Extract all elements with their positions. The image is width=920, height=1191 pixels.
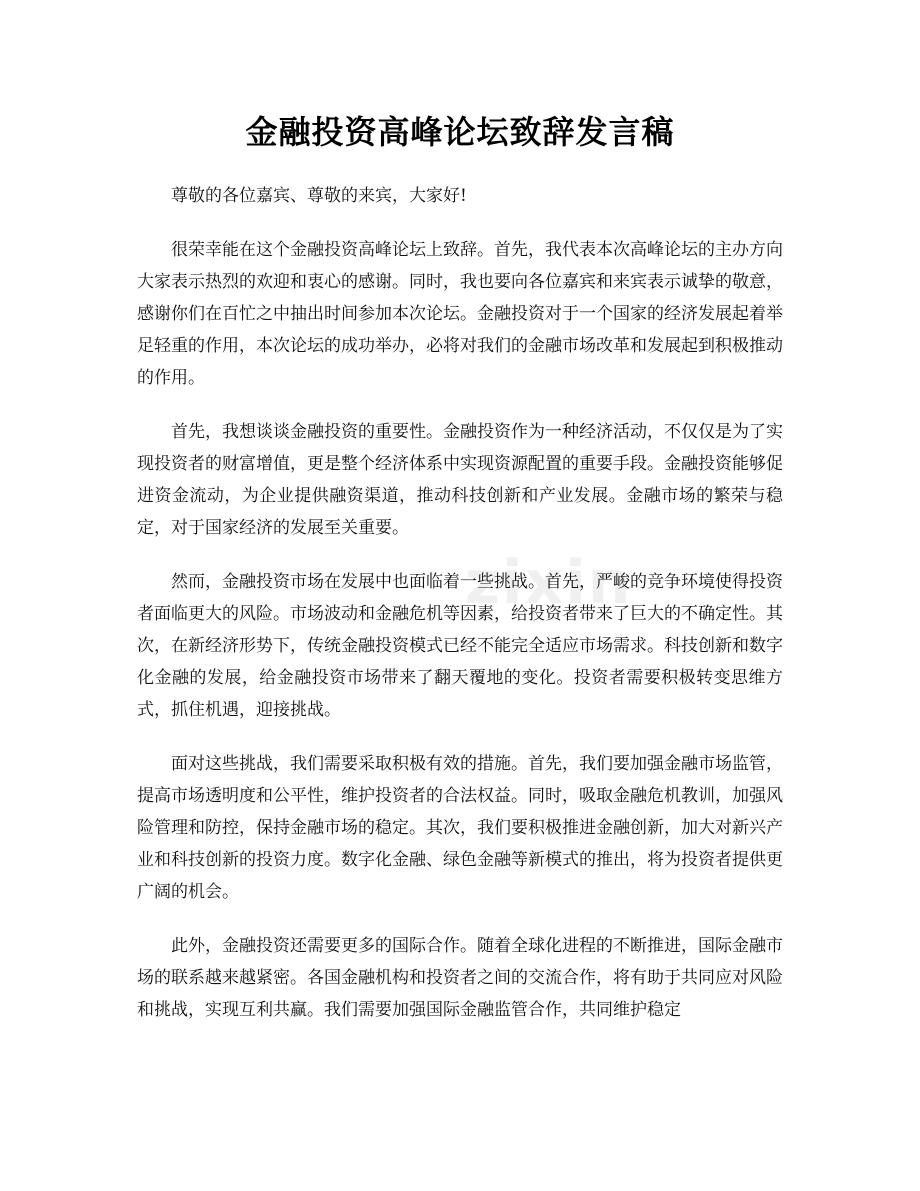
document-body (137, 180, 783, 1048)
body-paragraph: 然而，金融投资市场在发展中也面临着一些挑战。首先，严峻的竞争环境使得投资者面临更大的风险。市场波动和金融危机等因素，给投资者带来了巨大的不确定性。其次，在新经济形势下，传统金融投资模式已经不能完全适应市场需求。科技创新和数字化金融的发展，给金融投资市场带来了翻天覆地的变化。投资者需要积极转变思维方式，抓住机遇，迎接挑战。 (137, 572, 783, 720)
body-paragraph: 此外，金融投资还需要更多的国际合作。随着全球化进程的不断推进，国际金融市场的联系越来越紧密。各国金融机构和投资者之间的交流合作，将有助于共同应对风险和挑战，实现互利共赢。我们需要加强国际金融监管合作，共同维护稳定 (137, 936, 783, 1020)
body-paragraph: 首先，我想谈谈金融投资的重要性。金融投资作为一种经济活动，不仅仅是为了实现投资者的财富增值，更是整个经济体系中实现资源配置的重要手段。金融投资能够促进资金流动，为企业提供融资渠道，推动科技创新和产业发展。金融市场的繁荣与稳定，对于国家经济的发展至关重要。 (137, 422, 783, 538)
body-paragraph: 面对这些挑战，我们需要采取积极有效的措施。首先，我们要加强金融市场监管，提高市场透明度和公平性，维护投资者的合法权益。同时，吸取金融危机教训，加强风险管理和防控，保持金融市场的稳定。其次，我们要积极推进金融创新，加大对新兴产业和科技创新的投资力度。数字化金融、绿色金融等新模式的推出，将为投资者提供更广阔的机会。 (137, 754, 783, 902)
document-title: 金融投资高峰论坛致辞发言稿 (245, 113, 675, 151)
watermark: zixin (465, 548, 633, 618)
greeting-paragraph: 尊敬的各位嘉宾、尊敬的来宾，大家好! (171, 186, 467, 206)
body-paragraph: 很荣幸能在这个金融投资高峰论坛上致辞。首先，我代表本次高峰论坛的主办方向大家表示热烈的欢迎和衷心的感谢。同时，我也要向各位嘉宾和来宾表示诚挚的敬意，感谢你们在百忙之中抽出时间参加本次论坛。金融投资对于一个国家的经济发展起着举足轻重的作用，本次论坛的成功举办，必将对我们的金融市场改革和发展起到积极推动的作用。 (137, 240, 783, 388)
